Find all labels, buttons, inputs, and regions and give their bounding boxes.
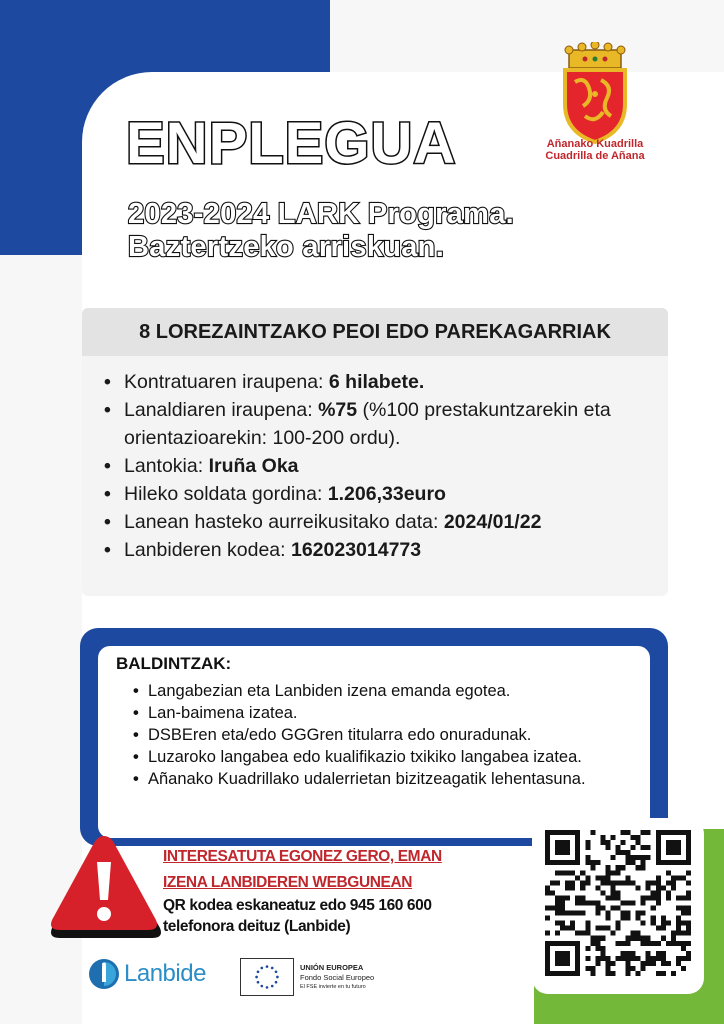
list-item: • Langabezian eta Lanbiden izena emanda egotea.	[148, 680, 638, 702]
eu-logo-text	[300, 963, 374, 992]
page-subtitle	[128, 198, 514, 264]
subtitle-line-1: 2023-2024 LARK Programa.	[128, 198, 514, 230]
contact-line-1: QR kodea eskaneatuz edo 945 160 600	[163, 897, 432, 914]
list-item: • Luzaroko langabea edo kualifikazio txikiko langabea izatea.	[148, 746, 638, 768]
contact-line-2: telefonora deituz (Lanbide)	[163, 918, 351, 935]
cta-line-2[interactable]: IZENA LANBIDEREN WEBGUNEAN	[163, 874, 413, 891]
eu-flag-icon	[240, 958, 294, 996]
requirements-list	[148, 680, 638, 790]
warning-icon	[44, 832, 164, 940]
job-header: 8 LOREZAINTZAKO PEOI EDO PAREKAGARRIAK	[82, 308, 668, 356]
list-item: • Añanako Kuadrillako udalerrietan bizitzeagatik lehentasuna.	[148, 768, 638, 790]
list-item: • Lanaldiaren iraupena: %75 (%100 prestakuntzarekin eta orientazioarekin: 100-200 ordu).	[124, 396, 664, 452]
list-item: • Lan-baimena izatea.	[148, 702, 638, 724]
qr-code-icon[interactable]	[545, 830, 691, 976]
list-item: • Hileko soldata gordina: 1.206,33euro	[124, 480, 664, 508]
list-item: • Kontratuaren iraupena: 6 hilabete.	[124, 368, 664, 396]
cta-link[interactable]	[163, 844, 442, 896]
list-item: • Lanean hasteko aurreikusitako data: 2024/01/22	[124, 508, 664, 536]
list-item: • Lantokia: Iruña Oka	[124, 452, 664, 480]
eu-line-1: UNIÓN EUROPEA	[300, 962, 364, 972]
list-item: • Lanbideren kodea: 162023014773	[124, 536, 664, 564]
crest-icon	[555, 42, 635, 147]
requirements-title: BALDINTZAK:	[116, 654, 232, 673]
subtitle-line-2: Baztertzeko arriskuan.	[128, 231, 445, 263]
eu-logo	[240, 958, 374, 996]
org-name-es: Cuadrilla de Añana	[545, 150, 645, 162]
job-details-list	[124, 368, 664, 564]
lanbide-logo	[88, 958, 206, 990]
org-name-eu: Añanako Kuadrilla	[546, 138, 644, 150]
org-name	[530, 138, 660, 162]
cta-line-1[interactable]: INTERESATUTA EGONEZ GERO, EMAN	[163, 848, 442, 865]
contact-info	[163, 895, 432, 937]
eu-line-2: Fondo Social Europeo	[300, 972, 375, 982]
list-item: • DSBEren eta/edo GGGren titularra edo onuradunak.	[148, 724, 638, 746]
lanbide-logo-text: Lanbide	[124, 960, 206, 987]
page-title: ENPLEGUA	[126, 111, 457, 176]
eu-line-3: El FSE invierte en tu futuro	[300, 983, 366, 990]
lanbide-logo-icon	[88, 958, 120, 990]
